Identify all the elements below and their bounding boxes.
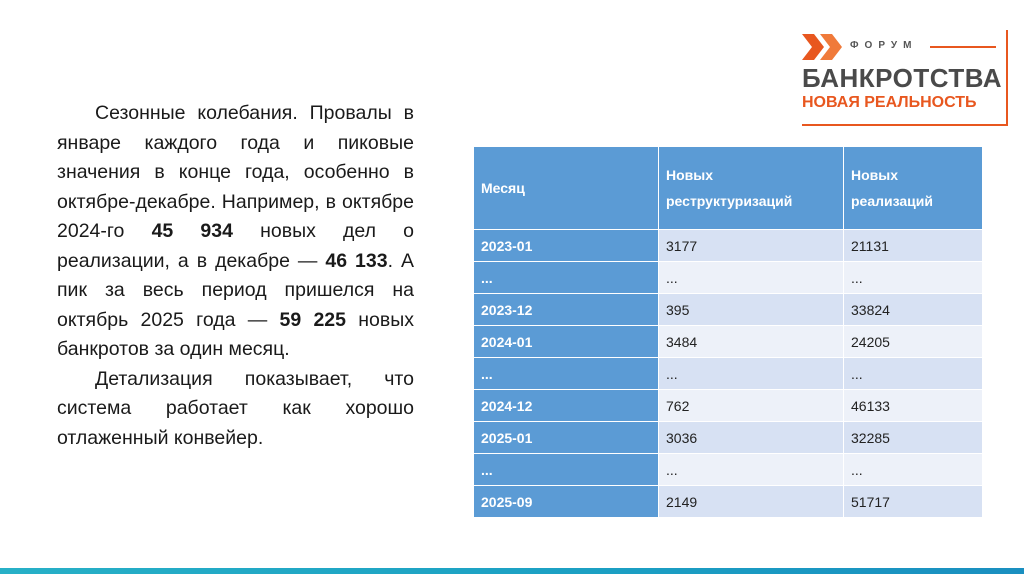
cell-realizations: 46133	[844, 390, 983, 422]
cell-restructurings: 3036	[659, 422, 844, 454]
cell-month: 2025-09	[474, 486, 659, 518]
cell-month: ...	[474, 262, 659, 294]
cell-restructurings: ...	[659, 454, 844, 486]
text-span: Сезонные колебания. Провалы в январе каждого года и пиковые значения в конце года, особенно в октябре-декабре. Например, в октябре 2024-го	[57, 102, 414, 242]
bottom-accent-bar	[0, 568, 1024, 574]
cell-realizations: 32285	[844, 422, 983, 454]
cell-month: 2023-12	[474, 294, 659, 326]
cell-restructurings: ...	[659, 262, 844, 294]
table-row	[474, 230, 983, 262]
table-row	[474, 326, 983, 358]
cell-realizations: 24205	[844, 326, 983, 358]
header-restructurings: Новых реструктуризаций	[659, 147, 844, 230]
cell-restructurings: 3484	[659, 326, 844, 358]
table-row	[474, 422, 983, 454]
table-row	[474, 390, 983, 422]
table-row	[474, 358, 983, 390]
cell-month: 2023-01	[474, 230, 659, 262]
cell-month: 2025-01	[474, 422, 659, 454]
cell-restructurings: 395	[659, 294, 844, 326]
bold-number: 46 133	[325, 249, 388, 272]
cell-restructurings: ...	[659, 358, 844, 390]
bold-number: 45 934	[151, 220, 233, 242]
header-realizations: Новых реализаций	[844, 147, 983, 230]
table-row	[474, 294, 983, 326]
logo-title: БАНКРОТСТВА	[802, 63, 1002, 93]
table-row	[474, 454, 983, 486]
text-span: новых банкротов за один месяц.	[57, 308, 414, 360]
chevron-arrows-icon	[802, 34, 846, 60]
paragraph-detail: Детализация показывает, что система работает как хорошо отлаженный конвейер.	[57, 367, 414, 449]
cell-realizations: ...	[844, 454, 983, 486]
cell-restructurings: 762	[659, 390, 844, 422]
table-header-row	[474, 147, 983, 230]
text-span: новых дел о реализации, а в декабре —	[57, 220, 414, 272]
table-row	[474, 486, 983, 518]
cell-month: 2024-01	[474, 326, 659, 358]
cell-month: ...	[474, 454, 659, 486]
cell-restructurings: 3177	[659, 230, 844, 262]
forum-logo	[802, 30, 1008, 126]
body-text	[57, 99, 414, 453]
cell-realizations: 21131	[844, 230, 983, 262]
paragraph-seasonal	[57, 99, 414, 365]
logo-subtitle: НОВАЯ РЕАЛЬНОСТЬ	[802, 94, 977, 111]
cell-month: 2024-12	[474, 390, 659, 422]
cell-realizations: ...	[844, 358, 983, 390]
text-span: . А пик за весь период пришелся на октябрь 2025 года —	[57, 249, 414, 331]
bold-number: 59 225	[279, 308, 346, 331]
header-month: Месяц	[474, 147, 659, 230]
cell-restructurings: 2149	[659, 486, 844, 518]
cell-month: ...	[474, 358, 659, 390]
logo-divider	[930, 46, 996, 48]
logo-forum-label: ФОРУМ	[850, 40, 918, 51]
bankruptcy-table	[473, 146, 983, 518]
cell-realizations: 51717	[844, 486, 983, 518]
table-row	[474, 262, 983, 294]
cell-realizations: ...	[844, 262, 983, 294]
cell-realizations: 33824	[844, 294, 983, 326]
